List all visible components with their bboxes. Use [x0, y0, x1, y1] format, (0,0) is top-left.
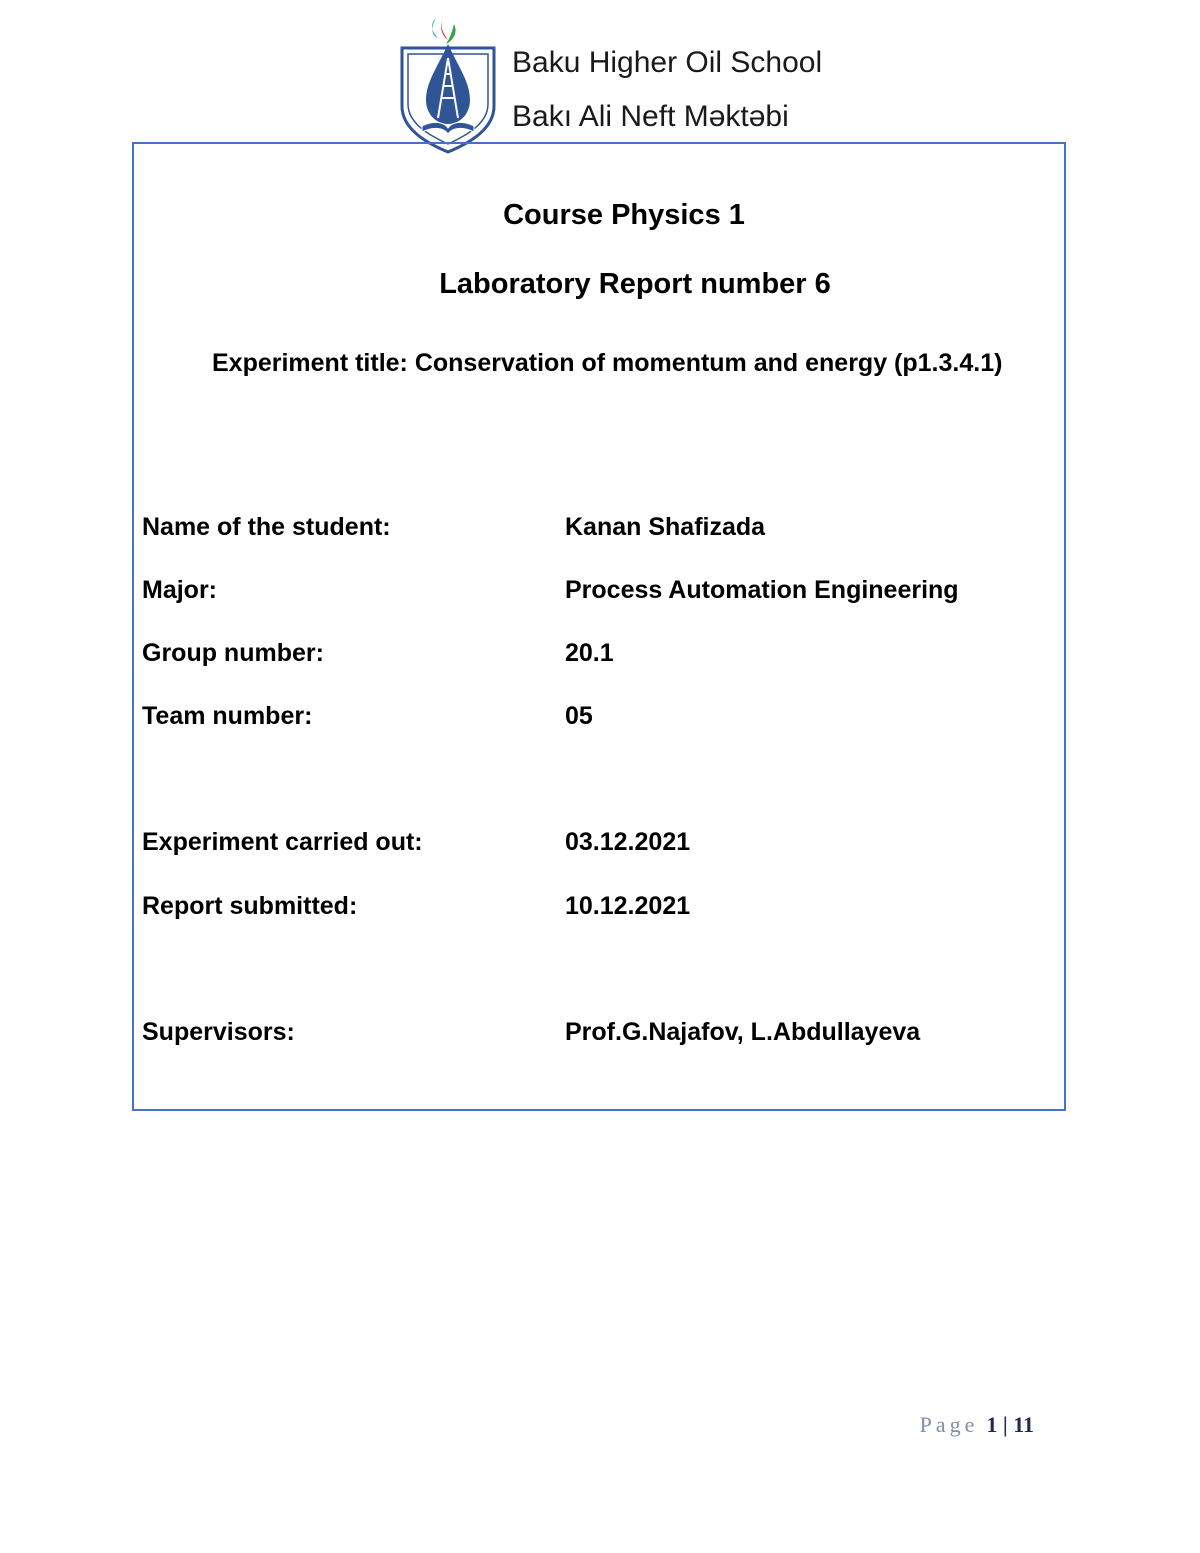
school-name-azerbaijani: Bakı Ali Neft Məktəbi	[512, 100, 789, 133]
group-number-value: 20.1	[565, 639, 614, 667]
page-word: Page	[919, 1412, 979, 1437]
supervisors-label: Supervisors:	[142, 1018, 295, 1046]
report-submitted-value: 10.12.2021	[565, 892, 691, 920]
page-number	[920, 1412, 1034, 1438]
total-pages: 11	[1013, 1412, 1034, 1437]
experiment-title: Experiment title: Conservation of momentum and energy (p1.3.4.1)	[212, 349, 1003, 377]
supervisors-value: Prof.G.Najafov, L.Abdullayeva	[565, 1018, 921, 1046]
experiment-date-label: Experiment carried out:	[142, 828, 423, 856]
report-submitted-label: Report submitted:	[142, 892, 358, 920]
team-number-value: 05	[565, 702, 593, 730]
team-number-label: Team number:	[142, 702, 313, 730]
course-title: Course Physics 1	[503, 199, 745, 231]
current-page: 1	[986, 1412, 998, 1437]
lab-report-title: Laboratory Report number 6	[439, 268, 831, 300]
bhos-shield-logo-icon	[398, 14, 498, 154]
major-value: Process Automation Engineering	[565, 576, 959, 604]
experiment-date-value: 03.12.2021	[565, 828, 691, 856]
page-separator: |	[1002, 1412, 1008, 1437]
major-label: Major:	[142, 576, 217, 604]
student-name-label: Name of the student:	[142, 513, 391, 541]
school-name-english: Baku Higher Oil School	[512, 46, 823, 79]
student-name-value: Kanan Shafizada	[565, 513, 766, 541]
group-number-label: Group number:	[142, 639, 324, 667]
